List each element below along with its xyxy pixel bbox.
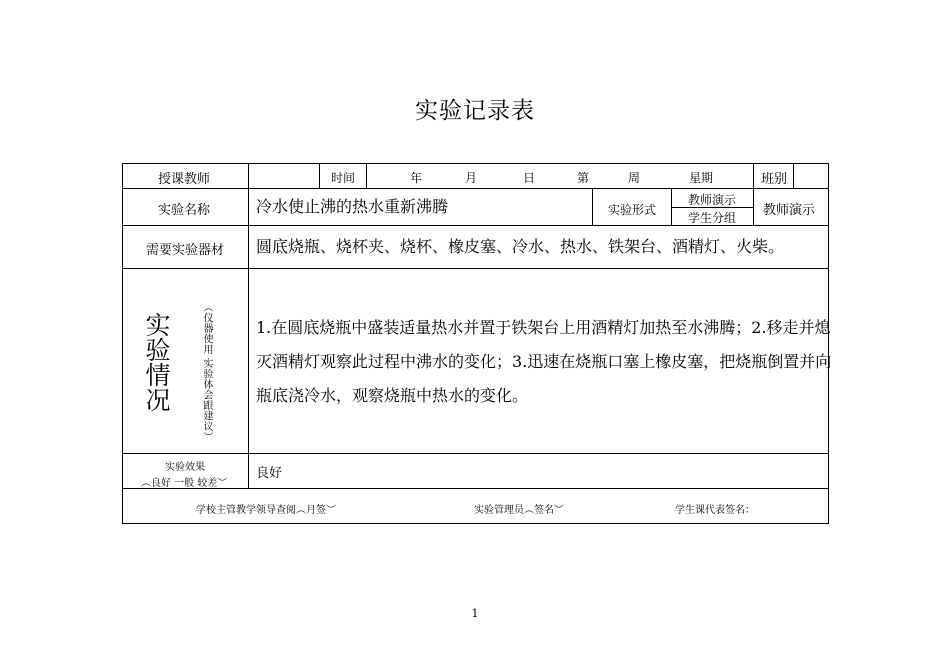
form-label: 实验形式 — [608, 203, 657, 217]
student-sign-label: 学生课代表签名： — [675, 505, 755, 516]
effect-value-cell[interactable] — [248, 453, 829, 489]
effect-label: 实验效果 — [165, 462, 205, 473]
month-label: 月 — [465, 171, 478, 185]
equipment-value: 圆底烧瓶、烧杯夹、烧杯、橡皮塞、冷水、热水、铁架台、酒精灯、火柴。 — [256, 237, 785, 256]
situation-label: 实验情况 — [142, 312, 171, 412]
option-2-label: 学生分组 — [688, 211, 737, 225]
situation-line-2: 灭酒精灯观察此过程中沸水的变化；3.迅速在烧瓶口塞上橡皮塞，把烧瓶倒置并向 — [256, 352, 832, 371]
equipment-label: 需要实验器材 — [146, 243, 225, 258]
page-title: 实验记录表 — [415, 98, 535, 124]
name-value: 冷水使止沸的热水重新沸腾 — [256, 197, 449, 216]
di-label: 第 — [577, 171, 590, 185]
teacher-label: 授课教师 — [158, 172, 211, 187]
situation-line-3: 瓶底浇冷水，观察烧瓶中热水的变化。 — [256, 386, 529, 405]
effect-value: 良好 — [256, 466, 283, 481]
time-label: 时间 — [331, 171, 356, 185]
class-label: 班别 — [761, 172, 788, 187]
leader-sign-label: 学校主管教学领导查阅︵月签︶ — [196, 505, 336, 516]
year-label: 年 — [410, 171, 423, 185]
teacher-value-cell[interactable] — [248, 163, 320, 189]
form-value: 教师演示 — [763, 203, 816, 218]
situation-line-1: 1.在圆底烧瓶中盛装适量热水并置于铁架台上用酒精灯加热至水沸腾；2.移走并熄 — [256, 318, 831, 337]
class-value-cell[interactable] — [793, 163, 829, 189]
weekday-label: 星期 — [689, 171, 714, 185]
week-label: 周 — [628, 171, 641, 185]
option-1-label: 教师演示 — [688, 193, 737, 207]
name-label: 实验名称 — [158, 203, 211, 218]
effect-options: ︵良好 一般 较差︶ — [141, 478, 228, 489]
page-number: 1 — [471, 607, 479, 620]
day-label: 日 — [523, 171, 536, 185]
situation-note: （仪器使用 实验体会跟建议） — [201, 302, 212, 443]
admin-sign-label: 实验管理员︵签名︶ — [474, 505, 564, 516]
